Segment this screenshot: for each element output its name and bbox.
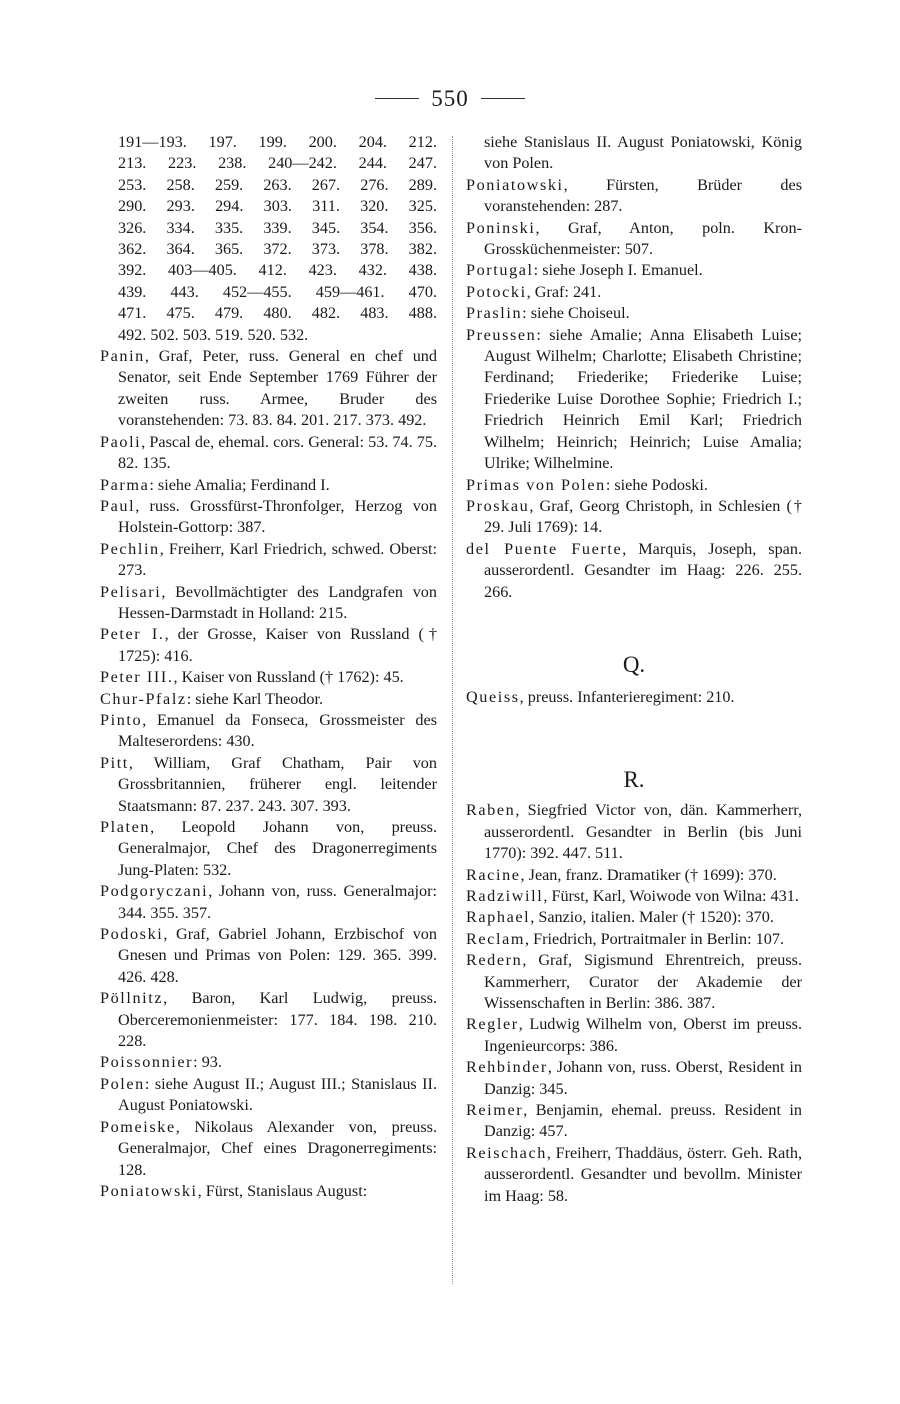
index-entry — [100, 346, 437, 432]
entry-text: : siehe Choiseul. — [522, 304, 630, 323]
entry-headword: Parma — [100, 475, 150, 494]
entry-text: , der Grosse, Kaiser von Russland († 1725): 416. — [118, 625, 438, 665]
entry-headword: Pelisari — [100, 582, 162, 601]
index-entry — [466, 1014, 802, 1057]
page-reference-line: 326. 334. 335. 339. 345. 354. 356. — [118, 218, 437, 237]
page-number: 550 — [431, 86, 469, 111]
index-entry — [100, 1074, 437, 1117]
entry-text: , Fürst, Stanislaus August: — [197, 1181, 368, 1200]
entry-headword: Podgoryczani — [100, 882, 209, 901]
entry-text: , Graf, Peter, russ. General en chef und Senator, seit Ende September 1769 Führer der zweiten russ. Armee, Bruder des voranstehenden: 73. 83. 84. 201. 217. 373. 492. — [118, 347, 437, 430]
entry-headword: Pechlin — [100, 539, 160, 558]
index-entry — [100, 753, 437, 817]
entry-text: , Siegfried Victor von, dän. Kammerherr, ausserordentl. Gesandter in Berlin (bis Juni 1770): 392. 447. 511. — [484, 801, 802, 863]
entry-text: , Jean, franz. Dramatiker († 1699): 370. — [520, 865, 777, 884]
entry-headword: Reclam — [466, 929, 526, 948]
entry-text: , Friedrich, Portraitmaler in Berlin: 107. — [525, 929, 784, 948]
index-entry — [466, 865, 802, 886]
entry-text: , Graf, Anton, poln. Kron-Grossküchenmeister: 507. — [484, 218, 802, 259]
index-entry — [466, 539, 802, 603]
right-column — [466, 132, 802, 1207]
header-rule-right — [481, 98, 525, 99]
spacer — [466, 677, 802, 687]
entry-text: , William, Graf Chatham, Pair von Grossbritannien, früherer engl. leitender Staatsmann: 87. 237. 243. 307. 393. — [118, 753, 437, 815]
page-reference-line: 253. 258. 259. 263. 267. 276. 289. — [118, 175, 437, 194]
spacer — [466, 708, 802, 768]
index-entry — [466, 325, 802, 475]
page-reference-line: 439. 443. 452—455. 459—461. 470. — [118, 282, 437, 301]
entry-text: , Sanzio, italien. Maler († 1520): 370. — [530, 908, 774, 927]
entry-headword: Poniatowski — [100, 1181, 198, 1200]
r-entries — [466, 800, 802, 1207]
index-entry — [100, 1117, 437, 1181]
entry-headword: Radziwill — [466, 886, 544, 905]
index-entry — [466, 175, 802, 218]
entry-headword: Pomeiske — [100, 1117, 176, 1136]
index-entry — [100, 988, 437, 1052]
page-reference-line: 392. 403—405. 412. 423. 432. 438. — [118, 261, 437, 280]
index-entry — [100, 667, 437, 688]
entry-headword: Peter III. — [100, 668, 174, 687]
left-column — [100, 132, 437, 1202]
entry-text: , Leopold Johann von, preuss. Generalmajor, Chef des Dragonerregiments Jung-Platen: 532. — [118, 818, 437, 879]
entry-text: , Graf: 241. — [526, 282, 602, 301]
entry-headword: Paoli — [100, 432, 142, 451]
index-entry — [466, 886, 802, 907]
entry-text: : siehe Amalia; Ferdinand I. — [149, 475, 330, 494]
entry-text: , Kaiser von Russland († 1762): 45. — [173, 668, 404, 687]
page-reference-line: 213. 223. 238. 240—242. 244. 247. — [118, 154, 437, 173]
index-entry — [466, 260, 802, 281]
entry-text: : siehe Podoski. — [605, 475, 708, 494]
entry-headword: Racine — [466, 865, 521, 884]
entry-headword: Podoski — [100, 925, 164, 944]
page-reference-line: 191—193. 197. 199. 200. 204. 212. — [118, 133, 437, 151]
entry-text: , Graf, Sigismund Ehrentreich, preuss. Kammerherr, Curator der Akademie der Wissenschaften in Berlin: 386. 387. — [484, 951, 802, 1012]
index-entry — [466, 687, 802, 708]
entry-headword: Queiss — [466, 687, 520, 706]
index-entry — [466, 218, 802, 261]
entry-text: , Emanuel da Fonseca, Grossmeister des Malteserordens: 430. — [118, 710, 437, 751]
spacer — [466, 603, 802, 653]
entry-text: , Freiherr, Karl Friedrich, schwed. Oberst: 273. — [118, 539, 437, 580]
entry-text: , russ. Grossfürst-Thronfolger, Herzog von Holstein-Gottorp: 387. — [118, 496, 437, 537]
entry-headword: Polen — [100, 1074, 145, 1093]
index-entry — [100, 582, 437, 625]
continued-page-references — [100, 132, 437, 346]
index-entry — [100, 710, 437, 753]
entry-headword: Primas von Polen — [466, 475, 606, 494]
header-rule-left — [375, 98, 419, 99]
entry-headword: Potocki — [466, 282, 527, 301]
entry-headword: Poniatowski — [466, 175, 564, 194]
entry-text: , preuss. Infanterieregiment: 210. — [519, 687, 735, 706]
entry-headword: Platen — [100, 818, 151, 836]
entry-headword: Pöllnitz — [100, 989, 164, 1008]
index-entry — [100, 924, 437, 988]
entry-text: : siehe August II.; August III.; Stanislaus II. August Poniatowski. — [118, 1074, 437, 1115]
section-heading-q: Q. — [622, 651, 646, 677]
entry-text: : siehe Karl Theodor. — [186, 689, 324, 708]
index-entry — [100, 817, 437, 881]
entry-headword: Praslin — [466, 304, 523, 323]
page-reference-line: 492. 502. 503. 519. 520. 532. — [118, 325, 309, 344]
index-entry — [100, 881, 437, 924]
index-entry — [466, 1143, 802, 1207]
entry-headword: Regler — [466, 1015, 519, 1034]
entry-text: : siehe Amalie; Anna Elisabeth Luise; August Wilhelm; Charlotte; Elisabeth Christine; Ferdinand; Friederike; Friederike Luise; Friederike Luise Dorothee Sophie; Friedrich I.; Friedrich Heinrich Emil Karl; Friedrich Wilhelm; Heinrich; Heinrich; Luise Amalia; Ulrike; Wilhelmine. — [484, 325, 802, 473]
entry-headword: Paul — [100, 496, 136, 515]
left-entries — [100, 346, 437, 1202]
entry-text: , Nikolaus Alexander von, preuss. Generalmajor, Chef eines Dragonerregiments: 128. — [118, 1117, 437, 1179]
index-entry — [100, 1052, 437, 1073]
index-entry — [100, 539, 437, 582]
entry-headword: Poninski — [466, 218, 536, 237]
page-reference-line: 290. 293. 294. 303. 311. 320. 325. — [118, 197, 437, 216]
page-reference-line: 471. 475. 479. 480. 482. 483. 488. — [118, 304, 437, 323]
entry-text: , Bevollmächtigter des Landgrafen von Hessen-Darmstadt in Holland: 215. — [118, 582, 437, 622]
entry-text: , Baron, Karl Ludwig, preuss. Oberceremonienmeister: 177. 184. 198. 210. 228. — [118, 989, 437, 1051]
entry-headword: Poissonnier — [100, 1053, 194, 1072]
entry-text: , Benjamin, ehemal. preuss. Resident in Danzig: 457. — [484, 1101, 802, 1141]
index-entry — [466, 475, 802, 496]
entry-headword: Panin — [100, 347, 145, 366]
entry-headword: Chur-Pfalz — [100, 689, 187, 708]
index-entry — [466, 496, 802, 539]
index-entry — [100, 432, 437, 475]
entry-text: , Freiherr, Thaddäus, österr. Geh. Rath, ausserordentl. Gesandter und bevollm. Minister im Haag: 58. — [484, 1143, 802, 1205]
page-header — [0, 86, 900, 112]
spacer — [466, 792, 802, 800]
entry-text: , Graf, Georg Christoph, in Schlesien († 29. Juli 1769): 14. — [484, 496, 802, 537]
entry-headword: Raben — [466, 801, 516, 820]
index-entry — [100, 689, 437, 710]
index-entry — [100, 475, 437, 496]
index-entry — [466, 282, 802, 303]
entry-headword: Preussen — [466, 325, 537, 344]
entry-text: , Pascal de, ehemal. cors. General: 53. 74. 75. 82. 135. — [118, 432, 437, 473]
continued-entry: siehe Stanislaus II. August Poniatowski, König von Polen. — [484, 133, 802, 173]
index-entry — [466, 1057, 802, 1100]
entry-headword: Rehbinder — [466, 1058, 548, 1077]
index-entry — [100, 624, 437, 667]
entry-headword: Reimer — [466, 1101, 524, 1120]
entry-headword: Raphael — [466, 908, 531, 927]
entry-headword: Pitt — [100, 753, 129, 772]
index-entry — [466, 800, 802, 864]
q-entries — [466, 687, 802, 708]
entry-headword: Redern — [466, 951, 523, 970]
index-entry — [466, 950, 802, 1014]
entry-text: : siehe Joseph I. Emanuel. — [533, 261, 703, 280]
entry-text: , Marquis, Joseph, span. ausserordentl. Gesandter im Haag: 226. 255. 266. — [484, 539, 802, 601]
entry-headword: Peter I. — [100, 625, 165, 644]
entry-headword: del Puente Fuerte — [466, 539, 623, 558]
section-heading-r: R. — [623, 767, 645, 793]
index-entry — [100, 496, 437, 539]
entry-text: , Johann von, russ. Generalmajor: 344. 355. 357. — [118, 882, 437, 922]
entry-headword: Proskau — [466, 496, 530, 515]
entry-text: , Graf, Gabriel Johann, Erzbischof von Gnesen und Primas von Polen: 129. 365. 399. 426. 428. — [118, 925, 437, 986]
entry-headword: Portugal — [466, 261, 534, 280]
entry-text: , Fürst, Karl, Woiwode von Wilna: 431. — [543, 886, 799, 905]
column-divider — [452, 136, 453, 1284]
entry-headword: Reischach — [466, 1143, 547, 1162]
index-entry — [466, 929, 802, 950]
entry-text: , Ludwig Wilhelm von, Oberst im preuss. Ingenieurcorps: 386. — [484, 1015, 802, 1055]
p-entries — [466, 175, 802, 603]
index-entry — [466, 907, 802, 928]
entry-headword: Pinto — [100, 710, 143, 729]
entry-text: , Fürsten, Brüder des voranstehenden: 287. — [484, 175, 802, 216]
page-reference-line: 362. 364. 365. 372. 373. 378. 382. — [118, 240, 437, 259]
index-entry — [466, 1100, 802, 1143]
entry-text: : 93. — [193, 1053, 222, 1072]
index-entry — [466, 303, 802, 324]
entry-text: , Johann von, russ. Oberst, Resident in Danzig: 345. — [484, 1058, 802, 1098]
index-entry — [100, 1181, 437, 1202]
